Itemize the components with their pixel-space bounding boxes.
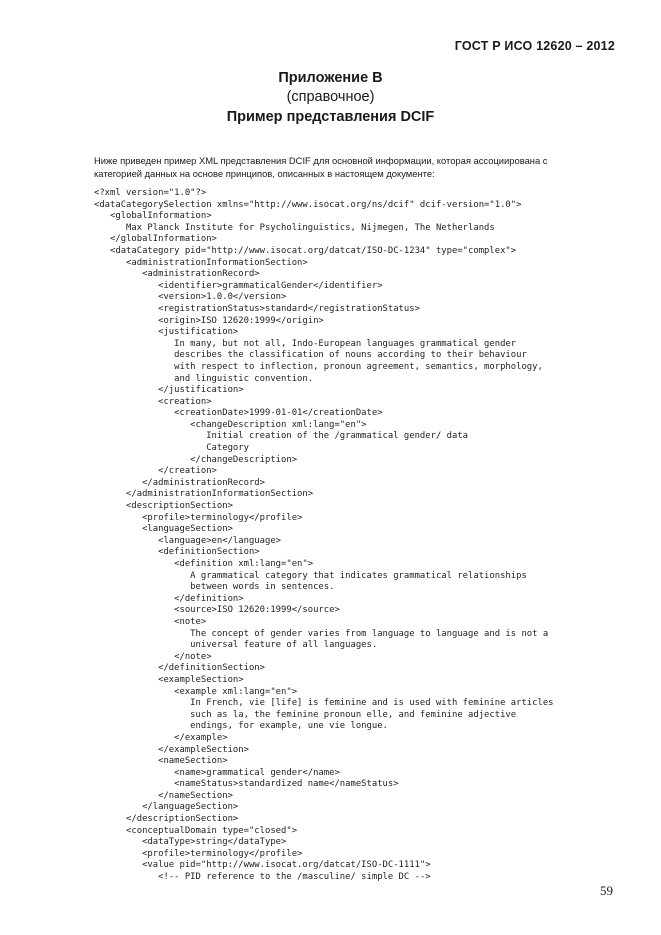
code-line: <name>grammatical gender</name> bbox=[94, 767, 340, 778]
code-line: <creationDate>1999-01-01</creationDate> bbox=[94, 408, 383, 419]
code-line: <nameSection> bbox=[94, 756, 228, 767]
code-line: <exampleSection> bbox=[94, 674, 244, 685]
code-line: <note> bbox=[94, 616, 207, 627]
code-line: between words in sentences. bbox=[94, 582, 335, 593]
code-line: such as la, the feminine pronoun elle, and feminine adjective bbox=[94, 709, 517, 720]
page-number: 59 bbox=[600, 883, 613, 898]
code-line: <profile>terminology</profile> bbox=[94, 848, 303, 859]
code-line: endings, for example, une vie longue. bbox=[94, 721, 388, 732]
code-line: </exampleSection> bbox=[94, 744, 249, 755]
code-line: Category bbox=[94, 443, 249, 454]
code-line: </definition> bbox=[94, 593, 244, 604]
code-line: </definitionSection> bbox=[94, 663, 265, 674]
code-line: Initial creation of the /grammatical gender/ data bbox=[94, 431, 469, 442]
code-line: </creation> bbox=[94, 466, 217, 477]
code-line: <dataType>string</dataType> bbox=[94, 837, 287, 848]
code-line: A grammatical category that indicates grammatical relationships bbox=[94, 570, 527, 581]
code-line: <example xml:lang="en"> bbox=[94, 686, 298, 697]
code-line: <justification> bbox=[94, 327, 239, 338]
code-line: <registrationStatus>standard</registrationStatus> bbox=[94, 303, 420, 314]
code-line: <?xml version="1.0"?> bbox=[94, 188, 207, 198]
code-line: </administrationInformationSection> bbox=[94, 489, 314, 500]
code-line: <descriptionSection> bbox=[94, 501, 233, 512]
code-line: <administrationRecord> bbox=[94, 269, 260, 280]
code-line: </nameSection> bbox=[94, 790, 233, 801]
intro-paragraph: Ниже приведен пример XML представления DCIF для основной информации, которая ассоциирована с категорией данных на основе принципов, описанных в настоящем документе: bbox=[94, 155, 548, 179]
code-line: Max Planck Institute for Psycholinguistics, Nijmegen, The Netherlands bbox=[94, 222, 495, 233]
code-line: <dataCategorySelection xmlns="http://www.isocat.org/ns/dcif" dcif-version="1.0"> bbox=[94, 199, 522, 210]
code-line: </justification> bbox=[94, 385, 244, 396]
code-line: <definition xml:lang="en"> bbox=[94, 559, 314, 569]
code-line: The concept of gender varies from language to language and is not a bbox=[94, 628, 549, 639]
code-line: <dataCategory pid="http://www.isocat.org/datcat/ISO-DC-1234" type="complex"> bbox=[94, 245, 517, 256]
code-line: <administrationInformationSection> bbox=[94, 257, 308, 268]
code-line: </note> bbox=[94, 651, 212, 662]
code-line: universal feature of all languages. bbox=[94, 640, 378, 651]
code-line: <!-- PID reference to the /masculine/ simple DC --> bbox=[94, 872, 431, 883]
appendix-name: Пример представления DCIF bbox=[226, 109, 435, 125]
code-line: </languageSection> bbox=[94, 802, 239, 813]
appendix-note: (справочное) bbox=[286, 89, 375, 105]
code-line: <profile>terminology</profile> bbox=[94, 512, 303, 523]
code-line: </globalInformation> bbox=[94, 234, 217, 245]
code-line: and linguistic convention. bbox=[94, 373, 314, 384]
code-line: describes the classification of nouns according to their behaviour bbox=[94, 350, 527, 361]
code-line: In many, but not all, Indo-European languages grammatical gender bbox=[94, 338, 517, 349]
standard-designation: ГОСТ Р ИСО 12620 – 2012 bbox=[454, 39, 615, 53]
code-line: <creation> bbox=[94, 396, 212, 407]
code-line: with respect to inflection, pronoun agreement, semantics, morphology, bbox=[94, 361, 543, 372]
code-line: <definitionSection> bbox=[94, 547, 260, 558]
code-line: <globalInformation> bbox=[94, 211, 212, 222]
code-line: <changeDescription xml:lang="en"> bbox=[94, 419, 367, 430]
xml-code-listing bbox=[94, 188, 624, 884]
code-line: In French, vie [life] is feminine and is used with feminine articles bbox=[94, 698, 554, 709]
code-line: <language>en</language> bbox=[94, 535, 282, 546]
code-line: <value pid="http://www.isocat.org/datcat/ISO-DC-1111"> bbox=[94, 860, 431, 871]
appendix-titles bbox=[0, 68, 661, 127]
code-line: </example> bbox=[94, 732, 228, 743]
code-line: <nameStatus>standardized name</nameStatus> bbox=[94, 779, 399, 790]
appendix-title: Приложение В bbox=[278, 70, 383, 86]
code-line: <origin>ISO 12620:1999</origin> bbox=[94, 315, 324, 326]
code-line: </descriptionSection> bbox=[94, 814, 239, 825]
code-line: <conceptualDomain type="closed"> bbox=[94, 825, 298, 836]
code-line: <version>1.0.0</version> bbox=[94, 292, 287, 303]
code-line: </changeDescription> bbox=[94, 454, 298, 465]
code-line: <identifier>grammaticalGender</identifier> bbox=[94, 280, 383, 291]
code-line: </administrationRecord> bbox=[94, 477, 265, 488]
code-line: <languageSection> bbox=[94, 524, 233, 535]
code-line: <source>ISO 12620:1999</source> bbox=[94, 605, 340, 616]
